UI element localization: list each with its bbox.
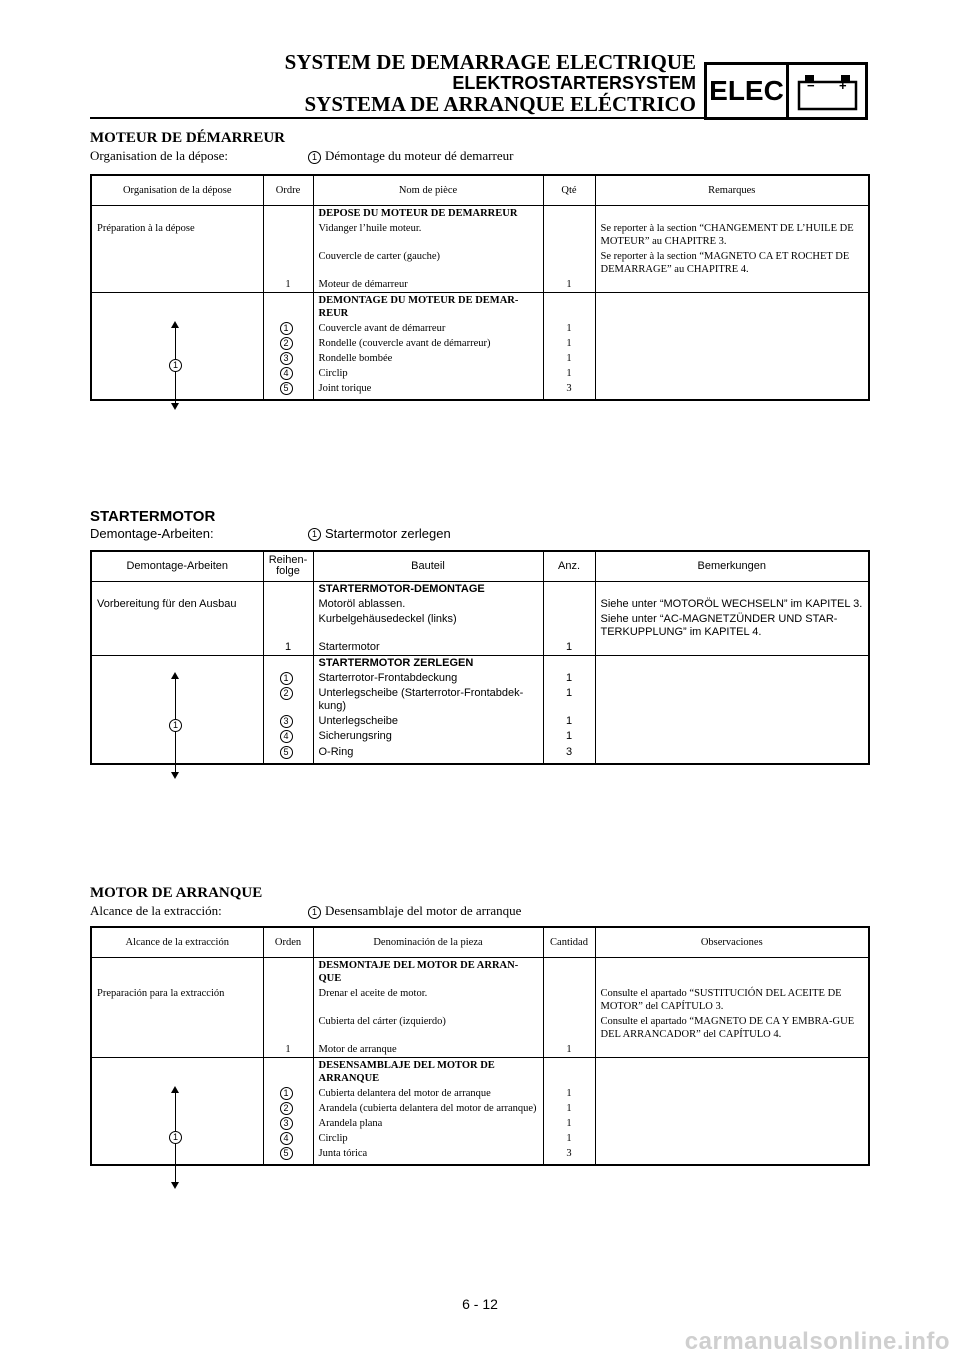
cell-part: Sicherungsring [313,729,543,744]
watermark: carmanualsonline.info [684,1328,950,1355]
cell-part: O-Ring [313,745,543,764]
table-row [91,1014,869,1042]
circled-number: 5 [280,746,293,759]
cell-remark: Se reporter à la section “CHANGEMENT DE L’HUILE DE MOTEUR” au CHAPITRE 3. [595,221,869,249]
section-title: MOTEUR DE DÉMARREUR [90,130,285,146]
circled-number: 1 [280,322,293,335]
section-scope [90,526,868,541]
col-header: Bauteil [313,551,543,581]
cell-qty: 1 [543,336,595,351]
scope-label: Demontage-Arbeiten: [90,526,214,541]
section-es [90,885,868,919]
cell-order [263,249,313,277]
cell-order [263,1014,313,1042]
circled-number: 1 [308,906,321,919]
table-row [91,205,869,221]
cell-part: Unterlegscheibe (Starterrotor-Frontabdek-kung) [313,686,543,714]
table-row [91,957,869,986]
range-arrow [91,1057,263,1165]
cell-part: Startermotor [313,640,543,656]
cell-part: Motor de arranque [313,1042,543,1058]
group-heading: DEPOSE DU MOTEUR DE DEMARREUR [313,205,543,221]
table-row [91,1057,869,1086]
cell-qty [543,1014,595,1042]
table-row [91,292,869,321]
cell-org: Vorbereitung für den Ausbau [97,597,237,610]
cell-qty: 1 [543,321,595,336]
cell-part: Starterrotor-Frontabdeckung [313,671,543,686]
cell-qty: 1 [543,1131,595,1146]
table-row [91,221,869,249]
cell-qty: 1 [543,729,595,744]
cell-remark [595,640,869,656]
scope-text: Desensamblaje del motor de arranque [325,903,522,918]
circled-number: 1 [280,672,293,685]
col-header: Remarques [595,175,869,205]
cell-order: 1 [263,1042,313,1058]
section-title: MOTOR DE ARRANQUE [90,885,263,901]
disassembly-table [90,174,870,401]
cell-order [263,986,313,1014]
cell-remark: Consulte el apartado “MAGNETO DE CA Y EMBRA-GUE DEL ARRANCADOR” del CAPÍTULO 4. [595,1014,869,1042]
battery-icon [789,65,865,117]
col-header: Qté [543,175,595,205]
circled-number: 3 [280,1117,293,1130]
cell-org: Preparación para la extracción [97,987,225,999]
cell-org: Préparation à la dépose [97,222,195,234]
cell-part: Cubierta delantera del motor de arranque [313,1086,543,1101]
header-title-fr: SYSTEM DE DEMARRAGE ELECTRIQUE [284,50,696,74]
cell-order [263,597,313,612]
circled-number: 2 [280,1102,293,1115]
cell-qty: 1 [543,714,595,729]
cell-part: Motoröl ablassen. [313,597,543,612]
cell-part: Joint torique [313,381,543,400]
col-header: Nom de pièce [313,175,543,205]
table-row [91,612,869,640]
header-rule [90,117,705,119]
cell-qty [543,221,595,249]
cell-qty: 1 [543,1042,595,1058]
range-arrow [91,292,263,400]
table-row [91,249,869,277]
table-header-row [91,927,869,957]
cell-part: Rondelle (couvercle avant de démarreur) [313,336,543,351]
cell-order: 1 [263,277,313,293]
cell-part: Circlip [313,366,543,381]
col-header: Alcance de la extracción [91,927,263,957]
cell-remark: Se reporter à la section “MAGNETO CA ET ROCHET DE DEMARRAGE” au CHAPITRE 4. [595,249,869,277]
col-header: Reihen-folge [263,551,313,581]
scope-value [308,526,451,541]
cell-part: Cubierta del cárter (izquierdo) [313,1014,543,1042]
section-scope [90,148,868,164]
scope-label: Alcance de la extracción: [90,903,222,918]
page-header-titles [260,52,696,115]
col-header: Bemerkungen [595,551,869,581]
range-arrow [91,655,263,764]
section-title: STARTERMOTOR [90,508,216,525]
cell-remark [595,277,869,293]
cell-qty [543,986,595,1014]
circled-number: 4 [280,730,293,743]
cell-qty: 1 [543,1116,595,1131]
cell-qty: 1 [543,277,595,293]
col-header: Denominación de la pieza [313,927,543,957]
cell-part: Drenar el aceite de motor. [313,986,543,1014]
table-row [91,277,869,293]
section-scope [90,903,868,919]
cell-part: Couvercle de carter (gauche) [313,249,543,277]
cell-qty: 1 [543,1101,595,1116]
battery-plus-sign: + [839,78,847,93]
arrow-down-icon [171,772,179,779]
disassembly-table [90,926,870,1166]
cell-remark [595,1057,869,1165]
cell-qty: 3 [543,745,595,764]
cell-qty [543,612,595,640]
cell-qty: 1 [543,686,595,714]
group-heading: DESENSAMBLAJE DEL MOTOR DE ARRANQUE [313,1057,543,1086]
circled-number: 1 [169,1131,182,1144]
circled-number: 3 [280,352,293,365]
circled-number: 5 [280,382,293,395]
chapter-badge [704,62,868,120]
section-fr [90,130,868,164]
col-header: Cantidad [543,927,595,957]
table-row [91,1042,869,1058]
circled-number: 1 [308,528,321,541]
cell-remark [595,292,869,400]
circled-number: 4 [280,1132,293,1145]
group-heading: STARTERMOTOR-DEMONTAGE [313,581,543,597]
cell-qty: 1 [543,671,595,686]
cell-part: Couvercle avant de démarreur [313,321,543,336]
cell-order: 1 [263,640,313,656]
header-title-de: ELEKTROSTARTERSYSTEM [452,73,696,93]
cell-remark: Consulte el apartado “SUSTITUCIÓN DEL ACEITE DE MOTOR” del CAPÍTULO 3. [595,986,869,1014]
col-header: Orden [263,927,313,957]
col-header: Anz. [543,551,595,581]
table-row [91,640,869,656]
cell-part: Rondelle bombée [313,351,543,366]
circled-number: 3 [280,715,293,728]
cell-order [263,612,313,640]
cell-part: Kurbelgehäusedeckel (links) [313,612,543,640]
header-title-es: SYSTEMA DE ARRANQUE ELÉCTRICO [304,92,696,116]
arrow-down-icon [171,1182,179,1189]
scope-value [308,903,521,919]
cell-qty: 3 [543,1146,595,1165]
circled-number: 1 [169,359,182,372]
group-heading: STARTERMOTOR ZERLEGEN [313,655,543,671]
cell-part: Unterlegscheibe [313,714,543,729]
scope-text: Startermotor zerlegen [325,526,451,541]
cell-qty: 1 [543,640,595,656]
circled-number: 2 [280,337,293,350]
chapter-badge-label: ELEC [707,65,789,117]
table-row [91,581,869,597]
table-row [91,655,869,671]
table-header-row [91,551,869,581]
circled-number: 2 [280,687,293,700]
cell-part: Arandela plana [313,1116,543,1131]
cell-remark [595,1042,869,1058]
col-header: Demontage-Arbeiten [91,551,263,581]
circled-number: 4 [280,367,293,380]
cell-qty: 1 [543,366,595,381]
group-heading: DEMONTAGE DU MOTEUR DE DEMAR-REUR [313,292,543,321]
table-row [91,597,869,612]
table-header-row [91,175,869,205]
cell-qty: 3 [543,381,595,400]
col-header: Ordre [263,175,313,205]
scope-value [308,148,513,164]
page-number: 6 - 12 [462,1296,498,1312]
arrow-down-icon [171,403,179,410]
cell-remark [595,655,869,764]
table-row [91,986,869,1014]
group-heading: DESMONTAJE DEL MOTOR DE ARRAN-QUE [313,957,543,986]
circled-number: 5 [280,1147,293,1160]
cell-qty: 1 [543,1086,595,1101]
cell-part: Vidanger l’huile moteur. [313,221,543,249]
circled-number: 1 [308,151,321,164]
cell-order [263,221,313,249]
cell-qty [543,249,595,277]
cell-qty [543,597,595,612]
circled-number: 1 [280,1087,293,1100]
col-header: Organisation de la dépose [91,175,263,205]
cell-part: Moteur de démarreur [313,277,543,293]
battery-minus-sign: − [807,78,815,93]
section-de [90,508,868,541]
cell-remark: Siehe unter “MOTORÖL WECHSELN” im KAPITEL 3. [595,597,869,612]
cell-remark: Siehe unter “AC-MAGNETZÜNDER UND STAR-TERKUPPLUNG” im KAPITEL 4. [595,612,869,640]
cell-part: Arandela (cubierta delantera del motor de arranque) [313,1101,543,1116]
scope-label: Organisation de la dépose: [90,148,229,163]
scope-text: Démontage du moteur dé demarreur [325,148,514,163]
cell-qty: 1 [543,351,595,366]
cell-part: Circlip [313,1131,543,1146]
circled-number: 1 [169,719,182,732]
disassembly-table [90,550,870,765]
cell-part: Junta tórica [313,1146,543,1165]
col-header: Observaciones [595,927,869,957]
